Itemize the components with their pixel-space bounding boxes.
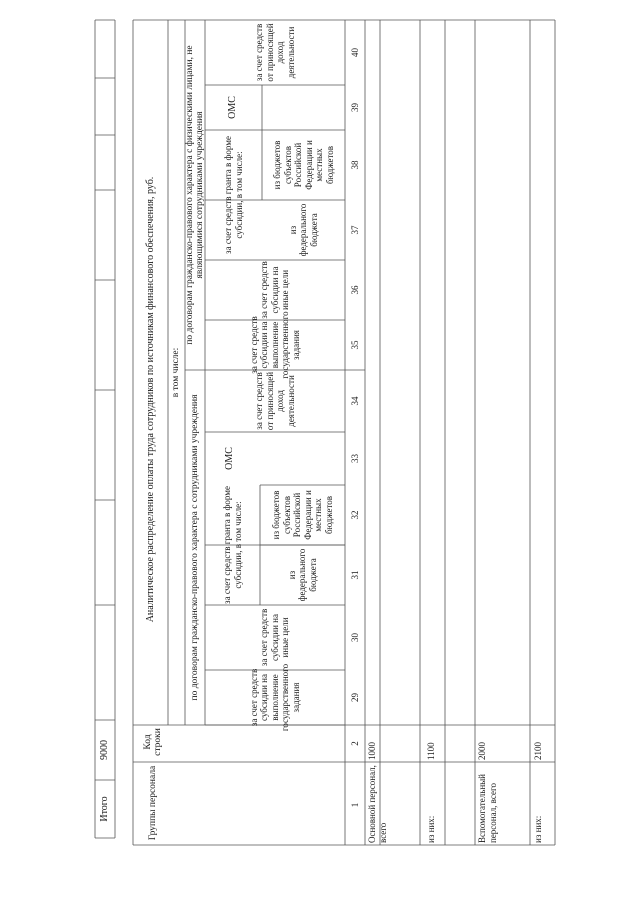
- left-group-title: по договорам гражданско-правового характера с сотрудниками учреждения: [189, 394, 200, 701]
- col-number-40: 40: [349, 48, 360, 57]
- row-main-staff-sub-code: 1100: [426, 742, 436, 760]
- grant-header-left: за счет средств гранта в форме субсидии, в том числе:: [222, 486, 243, 604]
- col-31-header: из федерального бюджета: [286, 548, 318, 602]
- total-code: 9000: [98, 740, 110, 760]
- row-main-staff-label: Основной персонал, всего: [367, 765, 388, 843]
- col-37-header: из федерального бюджета: [287, 203, 319, 257]
- oms-left: ОМС: [223, 447, 235, 470]
- grant-header-right: за счет средств гранта в форме субсидии, в том числе:: [223, 136, 244, 254]
- col-number-1: 1: [349, 802, 360, 808]
- right-group-title: по договорам гражданско-правового характера с физическими лицами, не являющимися сотрудниками учреждения: [184, 45, 205, 345]
- col-number-38: 38: [349, 160, 360, 170]
- row-main-staff-sub-label: из них:: [426, 815, 436, 843]
- col-number-33: 33: [349, 454, 360, 463]
- in-that-number-label: в том числе:: [171, 347, 182, 398]
- col-30-header: за счет средств субсидии на иные цели: [259, 608, 291, 667]
- col-36-header: за счет средств субсидии на иные цели: [259, 261, 291, 319]
- col-34-header: за счет средств от приносящей доход деятельности: [254, 371, 296, 431]
- row-support-staff-label: Вспомогательный персонал, всего: [477, 774, 498, 843]
- col-number-32: 32: [349, 510, 360, 520]
- oms-right: ОМС: [227, 96, 239, 119]
- col-number-35: 35: [349, 340, 360, 350]
- row-support-staff-sub-code: 2100: [533, 742, 543, 760]
- col-group-label: Группы персонала: [147, 765, 158, 841]
- col-32-header: из бюджетов субъектов Российской Федерации и местных бюджетов: [271, 490, 334, 540]
- col-number-29: 29: [349, 693, 360, 702]
- col-number-37: 37: [349, 225, 360, 235]
- total-label: Итого: [98, 796, 110, 822]
- col-code-label: Код строки: [142, 728, 163, 756]
- row-support-staff-sub-label: из них:: [533, 815, 543, 843]
- row-main-staff-code: 1000: [367, 742, 377, 760]
- col-40-header: за счет средств от приносящей доход деятельности: [254, 23, 296, 82]
- row-support-staff-code: 2000: [477, 742, 487, 760]
- col-35-header: за счет средств субсидии на выполнение государственного задания: [248, 311, 301, 379]
- col-number-31: 31: [349, 570, 360, 580]
- col-38-header: из бюджетов субъектов Российской Федерации и местных бюджетов: [272, 140, 335, 190]
- col-number-34: 34: [349, 396, 360, 406]
- col-number-30: 30: [349, 633, 360, 642]
- col-number-2: 2: [349, 741, 360, 746]
- col-number-36: 36: [349, 285, 360, 295]
- col-29-header: за счет средств субсидии на выполнение государственного задания: [248, 663, 301, 732]
- table-title: Аналитическое распределение оплаты труда сотрудников по источникам финансового обеспечения, руб.: [144, 176, 156, 623]
- col-number-39: 39: [349, 103, 360, 112]
